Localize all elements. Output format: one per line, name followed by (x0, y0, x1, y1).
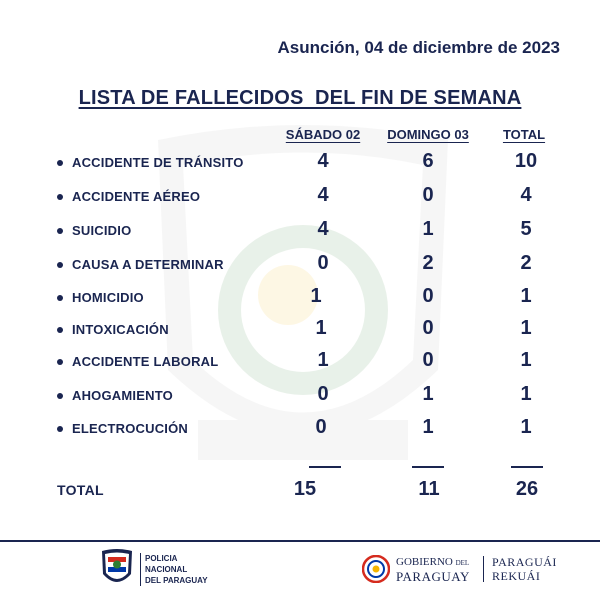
bullet-icon (57, 295, 63, 301)
value-total: 10 (514, 150, 538, 172)
value-total: 5 (520, 218, 532, 240)
sum-bar-total (511, 466, 543, 468)
total-label: TOTAL (57, 482, 104, 498)
value-total: 1 (520, 383, 532, 405)
row-label: ACCIDENTE AÉREO (72, 189, 201, 204)
government-seal-icon (362, 555, 390, 583)
bullet-icon (57, 228, 63, 234)
table-row (0, 383, 600, 413)
value-sabado: 1 (317, 349, 329, 371)
bullet-icon (57, 194, 63, 200)
sum-bar-sabado (309, 466, 341, 468)
table-row (0, 416, 600, 446)
value-domingo: 0 (422, 184, 434, 206)
bullet-icon (57, 393, 63, 399)
value-sabado: 1 (310, 285, 322, 307)
value-sabado: 4 (317, 184, 329, 206)
date-line: Asunción, 04 de diciembre de 2023 (277, 38, 560, 57)
value-sabado: 0 (315, 416, 327, 438)
government-slogan: PARAGUÁI REKUÁI (492, 555, 557, 583)
sum-bar-domingo (412, 466, 444, 468)
value-domingo: 0 (422, 285, 434, 307)
bullet-icon (57, 262, 63, 268)
value-total: 1 (520, 285, 532, 307)
value-total: 4 (520, 184, 532, 206)
table-row (0, 150, 600, 180)
value-total: 1 (520, 317, 532, 339)
value-sabado: 0 (317, 383, 329, 405)
bullet-icon (57, 426, 63, 432)
government-name: GOBIERNO DEL PARAGUAY (396, 556, 470, 584)
value-sabado: 0 (317, 252, 329, 274)
row-label: CAUSA A DETERMINAR (72, 257, 224, 272)
row-label: ELECTROCUCIÓN (72, 421, 188, 436)
table-row (0, 184, 600, 214)
page-title: LISTA DE FALLECIDOS DEL FIN DE SEMANA (78, 87, 522, 109)
row-label: SUICIDIO (72, 223, 132, 238)
row-label: ACCIDENTE LABORAL (72, 354, 219, 369)
value-domingo: 1 (422, 416, 434, 438)
bullet-icon (57, 327, 63, 333)
footer-separator (483, 556, 484, 582)
value-domingo: 1 (422, 218, 434, 240)
table-row (0, 252, 600, 282)
value-total: 2 (520, 252, 532, 274)
value-domingo: 6 (422, 150, 434, 172)
value-sabado: 1 (315, 317, 327, 339)
value-domingo: 0 (422, 317, 434, 339)
table-row (0, 317, 600, 347)
total-sabado: 15 (293, 478, 317, 500)
table-row (0, 349, 600, 379)
row-label: ACCIDENTE DE TRÁNSITO (72, 155, 244, 170)
bullet-icon (57, 160, 63, 166)
bullet-icon (57, 359, 63, 365)
value-domingo: 0 (422, 349, 434, 371)
value-domingo: 1 (422, 383, 434, 405)
table-row (0, 285, 600, 315)
footer-divider (0, 540, 600, 542)
value-sabado: 4 (317, 150, 329, 172)
row-label: AHOGAMIENTO (72, 388, 173, 403)
value-total: 1 (520, 416, 532, 438)
row-label: HOMICIDIO (72, 290, 144, 305)
value-total: 1 (520, 349, 532, 371)
police-name: POLICIA NACIONAL DEL PARAGUAY (140, 553, 208, 586)
column-header-sabado: SÁBADO 02 (285, 127, 361, 142)
row-label: INTOXICACIÓN (72, 322, 169, 337)
value-sabado: 4 (317, 218, 329, 240)
column-header-domingo: DOMINGO 03 (387, 127, 469, 142)
total-total: 26 (515, 478, 539, 500)
police-badge-icon (100, 548, 134, 588)
value-domingo: 2 (422, 252, 434, 274)
column-header-total: TOTAL (502, 127, 546, 142)
table-row (0, 218, 600, 248)
total-domingo: 11 (418, 478, 440, 500)
